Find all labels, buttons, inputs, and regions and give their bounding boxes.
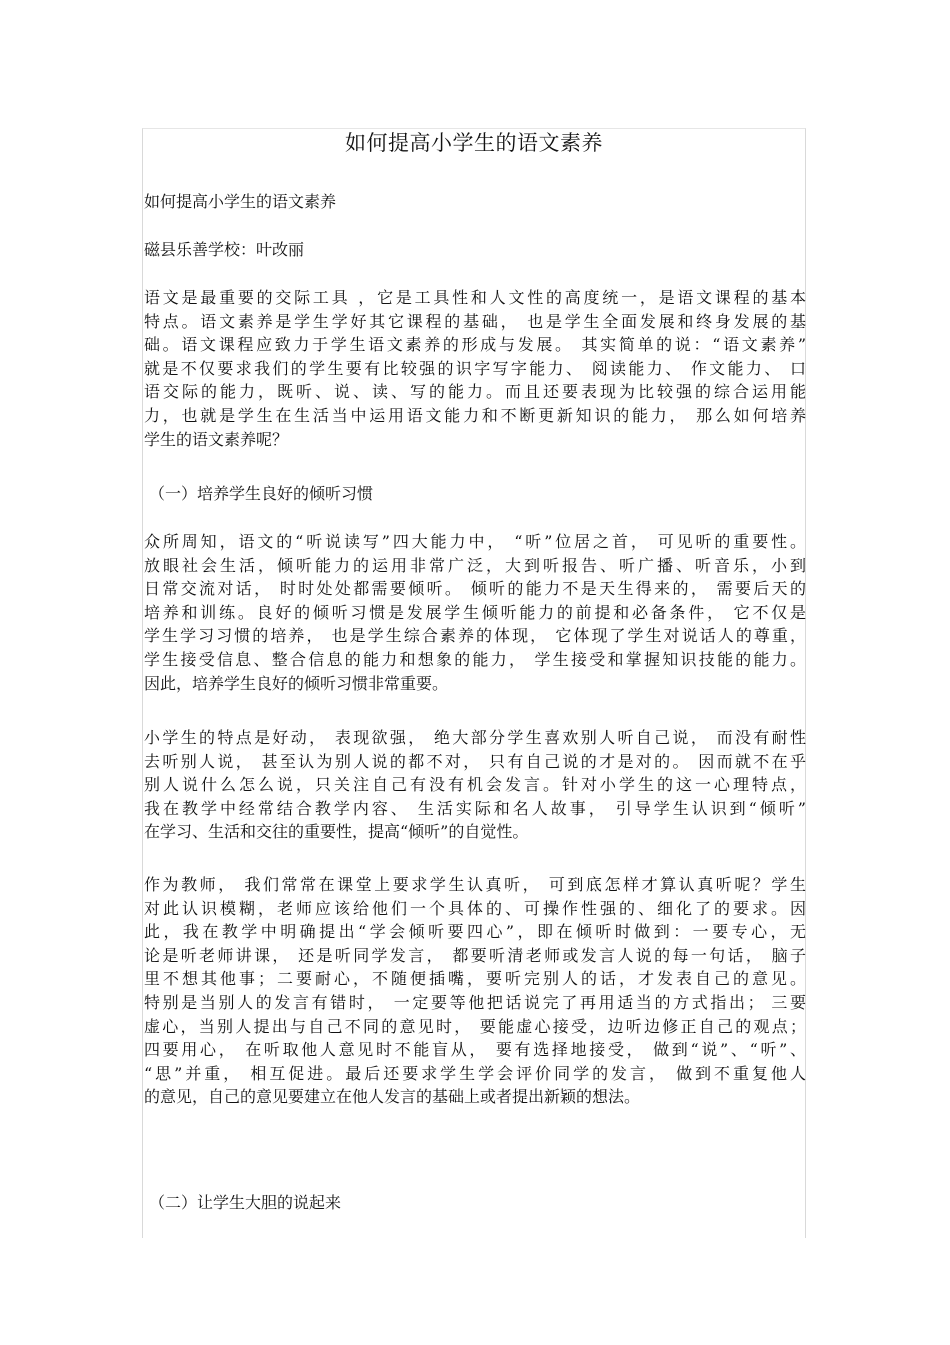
text-line: 放眼社会生活，倾听能力的运用非常广泛，大到听报告、听广播、听音乐，小到: [144, 555, 806, 575]
author-line: [144, 238, 304, 262]
listening-paragraph-1: [144, 530, 806, 695]
intro-paragraph: [144, 286, 806, 451]
text-line: 去听别人说， 甚至认为别人说的都不对， 只有自己说的才是对的。 因而就不在乎: [144, 751, 806, 771]
text-line: 日常交流对话， 时时处处都需要倾听。 倾听的能力不是天生得来的， 需要后天的: [144, 579, 806, 599]
document-subtitle: [144, 190, 336, 214]
text-line: 作为教师， 我们常常在课堂上要求学生认真听， 可到底怎样才算认真听呢？学生: [144, 875, 806, 894]
text-line: 培养和训练。良好的倾听习惯是发展学生倾听能力的前提和必备条件， 它不仅是: [144, 602, 806, 622]
text-line: 就是不仅要求我们的学生要有比较强的识字写字能力、 阅读能力、 作文能力、 口: [144, 358, 806, 378]
text-line: 特别是当别人的发言有错时， 一定要等他把话说完了再用适当的方式指出； 三要: [144, 992, 806, 1012]
heading-text: （二）让学生大胆的说起来: [149, 1193, 342, 1212]
author-text: 磁县乐善学校：叶改丽: [144, 240, 305, 259]
text-line: 础。语文课程应致力于学生语文素养的形成与发展。 其实简单的说：“语文素养”: [144, 335, 806, 355]
text-line: “思”并重， 相互促进。最后还要求学生学会评价同学的发言， 做到不重复他人: [144, 1063, 806, 1083]
text-line: 此，我在教学中明确提出“学会倾听要四心”，即在倾听时做到：一要专心，无: [144, 922, 806, 942]
text-line: 语文是最重要的交际工具 ，它是工具性和人文性的高度统一，是语文课程的基本: [144, 288, 806, 307]
text-line: 虚心，当别人提出与自己不同的意见时， 要能虚心接受，边听边修正自己的观点；: [144, 1016, 806, 1036]
heading-text: （一）培养学生良好的倾听习惯: [149, 484, 374, 503]
listening-paragraph-3: [144, 873, 806, 1109]
text-line: 众所周知，语文的“听说读写”四大能力中， “听”位居之首， 可见听的重要性。: [144, 532, 806, 551]
text-line: 别人说什么怎么说，只关注自己有没有机会发言。针对小学生的这一心理特点，: [144, 775, 806, 795]
document-title: 如何提高小学生的语文素养: [345, 131, 603, 155]
text-line: 力，也就是学生在生活当中运用语文能力和不断更新知识的能力， 那么如何培养: [144, 405, 806, 425]
text-line: 学生的语文素养呢？: [144, 429, 289, 449]
text-line: 四要用心， 在听取他人意见时不能盲从， 要有选择地接受， 做到“说”、“听”、: [144, 1040, 806, 1060]
listening-paragraph-2: [144, 726, 806, 844]
section-heading-2: [149, 1191, 341, 1215]
text-line: 小学生的特点是好动， 表现欲强， 绝大部分学生喜欢别人听自己说， 而没有耐性: [144, 728, 806, 747]
document-body: [143, 128, 806, 1212]
text-line: 对此认识模糊，老师应该给他们一个具体的、可操作性强的、细化了的要求。因: [144, 898, 806, 918]
text-line: 我在教学中经常结合教学内容、 生活实际和名人故事， 引导学生认识到“倾听”: [144, 798, 806, 818]
text-line: 语交际的能力，既听、说、读、写的能力。而且还要表现为比较强的综合运用能: [144, 382, 806, 402]
text-line: 在学习、生活和交往的重要性，提高“倾听”的自觉性。: [144, 822, 529, 842]
text-line: 因此，培养学生良好的倾听习惯非常重要。: [144, 673, 449, 693]
text-line: 里不想其他事；二要耐心，不随便插嘴，要听完别人的话，才发表自己的意见。: [144, 969, 806, 989]
text-line: 特点。语文素养是学生学好其它课程的基础， 也是学生全面发展和终身发展的基: [144, 311, 806, 331]
subtitle-text: 如何提高小学生的语文素养: [144, 192, 337, 211]
text-line: 的意见，自己的意见要建立在他人发言的基础上或者提出新颖的想法。: [144, 1087, 641, 1107]
section-heading-1: [149, 482, 373, 506]
text-line: 学生接受信息、整合信息的能力和想象的能力， 学生接受和掌握知识技能的能力。: [144, 649, 806, 669]
text-line: 学生学习习惯的培养， 也是学生综合素养的体现， 它体现了学生对说话人的尊重，: [144, 626, 806, 646]
text-line: 论是听老师讲课， 还是听同学发言， 都要听清老师或发言人说的每一句话， 脑子: [144, 945, 806, 965]
